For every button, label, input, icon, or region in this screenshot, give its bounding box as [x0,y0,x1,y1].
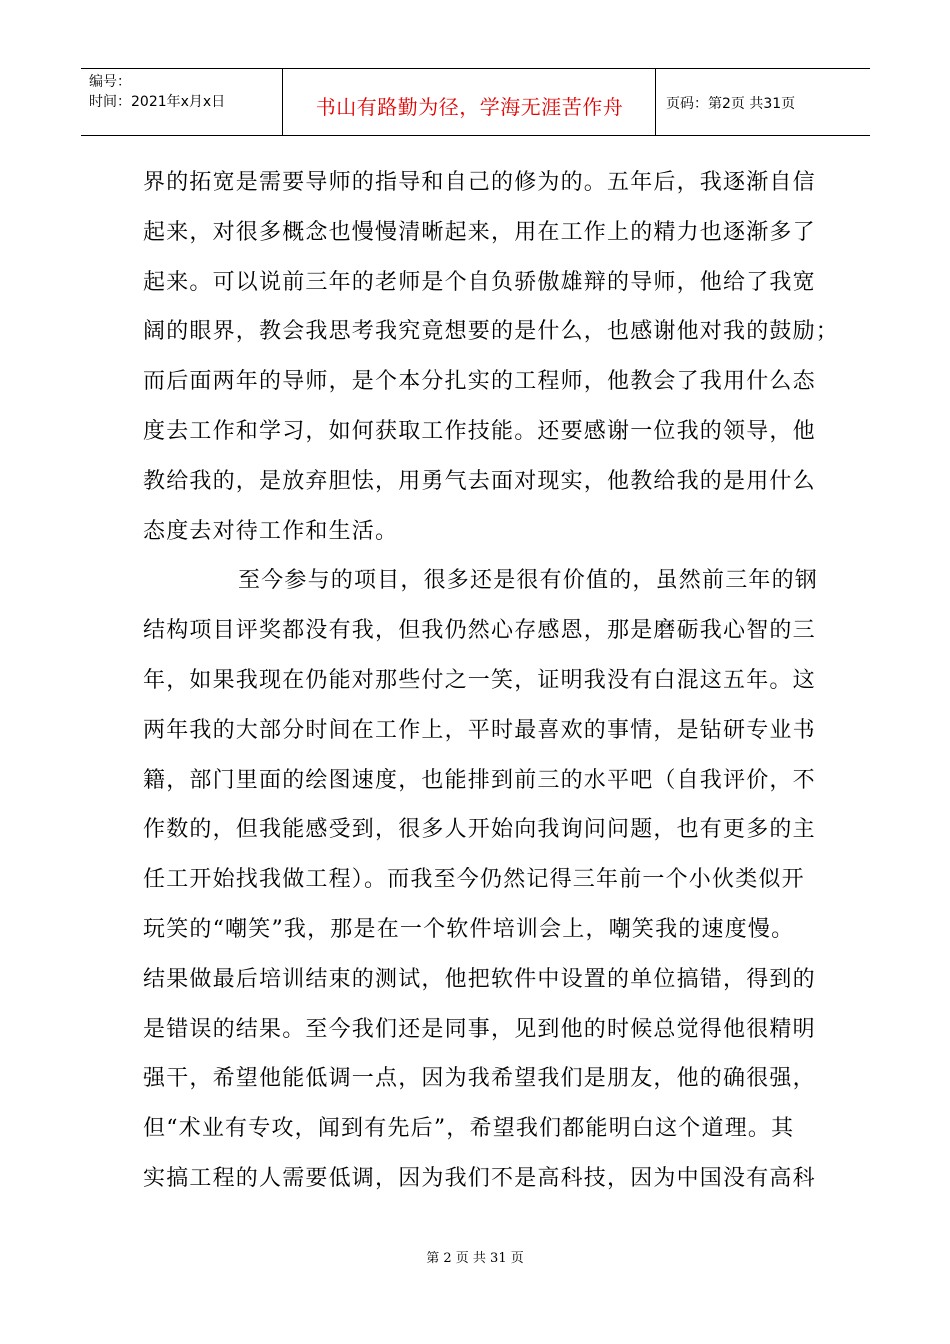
text-line: 度去工作和学习，如何获取工作技能。还要感谢一位我的领导，他 [143,418,816,444]
page-footer: 第 2 页 共 31 页 [426,1251,524,1266]
text-line: 年，如果我现在仍能对那些付之一笑，证明我没有白混这五年。这 [143,667,816,693]
text-line: 起来。可以说前三年的老师是个自负骄傲雄辩的导师，他给了我宽 [143,269,816,295]
header-page-cell [656,69,870,135]
text-line: 教给我的，是放弃胆怯，用勇气去面对现实，他教给我的是用什么 [143,468,816,494]
page-header [81,68,870,136]
text-line: 作数的，但我能感受到，很多人开始向我询问问题，也有更多的主 [143,817,816,843]
text-line: 实搞工程的人需要低调，因为我们不是高科技，因为中国没有高科 [143,1165,816,1191]
header-info-cell [81,69,283,135]
text-line: 结构项目评奖都没有我，但我仍然心存感恩，那是磨砺我心智的三 [143,618,816,644]
text-line: 但“术业有专攻，闻到有先后”，希望我们都能明白这个道理。其 [143,1116,795,1142]
text-line: 两年我的大部分时间在工作上，平时最喜欢的事情，是钻研专业书 [143,717,816,743]
header-motto: 书山有路勤为径，学海无涯苦作舟 [315,95,624,119]
paragraph-first-line: 至今参与的项目，很多还是很有价值的，虽然前三年的钢 [238,568,819,594]
document-time-label: 时间：2021年x月x日 [89,94,226,110]
header-page-number: 页码：第2页 共31页 [666,96,796,112]
text-line: 任工开始找我做工程）。而我至今仍然记得三年前一个小伙类似开 [143,867,805,893]
header-motto-cell [283,69,656,135]
text-line: 界的拓宽是需要导师的指导和自己的修为的。五年后，我逐渐自信 [143,170,816,195]
body-text [143,158,840,1204]
text-line: 阔的眼界，教会我思考我究竟想要的是什么，也感谢他对我的鼓励； [143,319,840,345]
text-line: 态度去对待工作和生活。 [143,518,399,544]
text-line: 是错误的结果。至今我们还是同事，见到他的时候总觉得他很精明 [143,1016,816,1042]
document-number-label: 编号： [89,74,131,90]
text-line: 强干，希望他能低调一点，因为我希望我们是朋友，他的确很强， [143,1066,816,1092]
text-line: 籍，部门里面的绘图速度，也能排到前三的水平吧（自我评价，不 [143,767,816,793]
text-line: 而后面两年的导师，是个本分扎实的工程师，他教会了我用什么态 [143,369,816,395]
text-line: 结果做最后培训结束的测试，他把软件中设置的单位搞错，得到的 [143,966,816,992]
text-line: 起来，对很多概念也慢慢清晰起来，用在工作上的精力也逐渐多了 [143,219,816,245]
text-line: 玩笑的“嘲笑”我，那是在一个软件培训会上，嘲笑我的速度慢。 [143,916,795,942]
